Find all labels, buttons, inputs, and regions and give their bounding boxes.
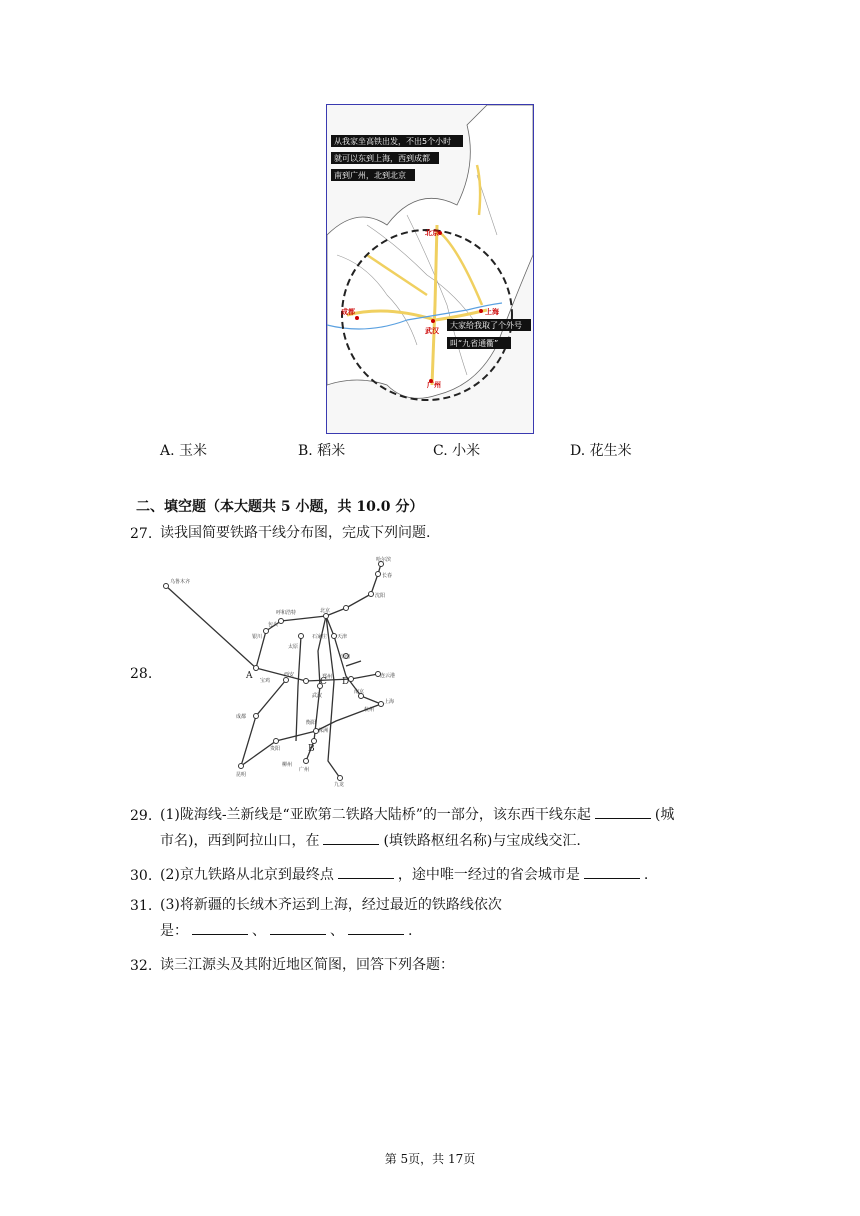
q29-line1a: (1)陇海线-兰新线是“亚欧第二铁路大陆桥”的一部分，该东西干线东起 bbox=[160, 807, 591, 823]
q31-sep-2: 、 bbox=[330, 923, 344, 939]
callout-bottom-1: 大家给我取了个外号 bbox=[450, 321, 522, 330]
q31-blank-2[interactable] bbox=[270, 922, 326, 935]
q31-line1: (3)将新疆的长绒木齐运到上海，经过最近的铁路线依次 bbox=[160, 897, 502, 913]
option-d[interactable]: D. 花生米 bbox=[570, 443, 632, 459]
q29-blank-2[interactable] bbox=[323, 832, 379, 845]
q31-text bbox=[160, 892, 502, 944]
land-shape bbox=[327, 105, 533, 398]
page-footer: 第 5页，共 17页 bbox=[384, 1152, 476, 1166]
label-yinchuan: 银川 bbox=[252, 634, 263, 640]
label-huhehaote: 呼和浩特 bbox=[276, 610, 297, 616]
label-taiyuan: 太原 bbox=[288, 644, 299, 650]
q30-part-b: ，途中唯一经过的省会城市是 bbox=[397, 867, 580, 883]
q28-number: 28. bbox=[130, 666, 153, 682]
q29-text bbox=[160, 802, 730, 854]
label-guiyang: 贵阳 bbox=[270, 746, 281, 752]
q31-sep-1: 、 bbox=[252, 923, 266, 939]
label-chengdu: 成都 bbox=[236, 714, 247, 720]
option-b[interactable]: B. 稻米 bbox=[298, 443, 346, 459]
label-nanjing: 南京 bbox=[354, 689, 365, 695]
callout-bottom-2: 叫“九省通衢” bbox=[450, 339, 499, 348]
q30-number: 30. bbox=[130, 868, 153, 884]
q31-end: . bbox=[408, 923, 413, 939]
label-zhengzhou: 郑州 bbox=[322, 674, 333, 680]
q29-blank-1[interactable] bbox=[595, 806, 651, 819]
label-hengyang: 衡阳 bbox=[306, 720, 317, 726]
q30-part-c: . bbox=[643, 867, 649, 883]
label-shanghai: 上海 bbox=[384, 699, 395, 705]
label-hangzhou: 杭州 bbox=[364, 707, 375, 713]
city-chengdu: 成都 bbox=[341, 308, 355, 316]
city-shanghai: 上海 bbox=[485, 308, 499, 316]
q27-number: 27. bbox=[130, 526, 153, 542]
q30-blank-2[interactable] bbox=[584, 866, 640, 879]
map-china-wuhan bbox=[326, 104, 534, 434]
label-zhuzhou: 株洲 bbox=[318, 728, 329, 734]
callout-top-3: 南到广州，北到北京 bbox=[334, 171, 406, 180]
label-kunming: 昆明 bbox=[236, 772, 247, 778]
section-title: 二、填空题（本大题共 5 小题，共 10.0 分） bbox=[136, 499, 424, 515]
letter-d: D bbox=[342, 677, 350, 687]
label-lianyungang: 连云港 bbox=[380, 673, 396, 679]
label-changchun: 长春 bbox=[382, 573, 393, 579]
label-jinan: 济南 bbox=[340, 654, 351, 660]
city-guangzhou: 广州 bbox=[427, 381, 441, 389]
label-jiulong: 九龙 bbox=[334, 782, 345, 788]
callout-top-2: 就可以东到上海，西到成都 bbox=[334, 154, 430, 163]
label-guangzhou: 广州 bbox=[299, 767, 310, 773]
q30-blank-1[interactable] bbox=[338, 866, 394, 879]
label-shenyang: 沈阳 bbox=[375, 593, 386, 599]
label-liuzhou: 柳州 bbox=[282, 762, 293, 768]
letter-b: B bbox=[308, 744, 315, 754]
letter-c: C bbox=[320, 677, 327, 687]
label-haerbin: 哈尔滨 bbox=[376, 557, 392, 563]
q32-number: 32. bbox=[130, 958, 153, 974]
label-shijiazhuang: 石家庄 bbox=[312, 634, 328, 640]
label-baoji: 宝鸡 bbox=[260, 678, 271, 684]
city-beijing: 北京 bbox=[425, 229, 439, 237]
city-wuhan: 武汉 bbox=[425, 327, 439, 335]
q31-line2a: 是： bbox=[160, 923, 188, 939]
label-baotou: 包头 bbox=[268, 622, 279, 628]
callout-top-1: 从我家坐高铁出发，不出5个小时 bbox=[334, 137, 452, 146]
q29-line2b: (填铁路枢纽名称)与宝成线交汇. bbox=[383, 833, 581, 849]
label-xian: 西安 bbox=[284, 672, 295, 678]
q32-text: 读三江源头及其附近地区简图，回答下列各题： bbox=[160, 957, 454, 973]
q27-text: 读我国简要铁路干线分布图，完成下列问题. bbox=[160, 525, 431, 541]
q30-text bbox=[160, 862, 648, 888]
q29-line1b: (城 bbox=[654, 807, 675, 823]
q29-number: 29. bbox=[130, 808, 153, 824]
map1-svg bbox=[327, 105, 533, 433]
letter-a: A bbox=[246, 671, 253, 681]
option-a[interactable]: A. 玉米 bbox=[160, 443, 208, 459]
railway-map bbox=[156, 556, 406, 788]
option-c[interactable]: C. 小米 bbox=[433, 443, 481, 459]
label-beijing: 北京 bbox=[320, 608, 331, 614]
label-wulumuqi: 乌鲁木齐 bbox=[170, 579, 191, 585]
q30-part-a: (2)京九铁路从北京到最终点 bbox=[160, 867, 334, 883]
q31-blank-3[interactable] bbox=[348, 922, 404, 935]
label-wuhan: 武汉 bbox=[312, 693, 323, 699]
q31-number: 31. bbox=[130, 898, 153, 914]
label-tianjin: 天津 bbox=[337, 634, 348, 640]
q31-blank-1[interactable] bbox=[192, 922, 248, 935]
railway-map-svg bbox=[156, 556, 406, 788]
q29-line2a: 市名)，西到阿拉山口，在 bbox=[160, 833, 320, 849]
